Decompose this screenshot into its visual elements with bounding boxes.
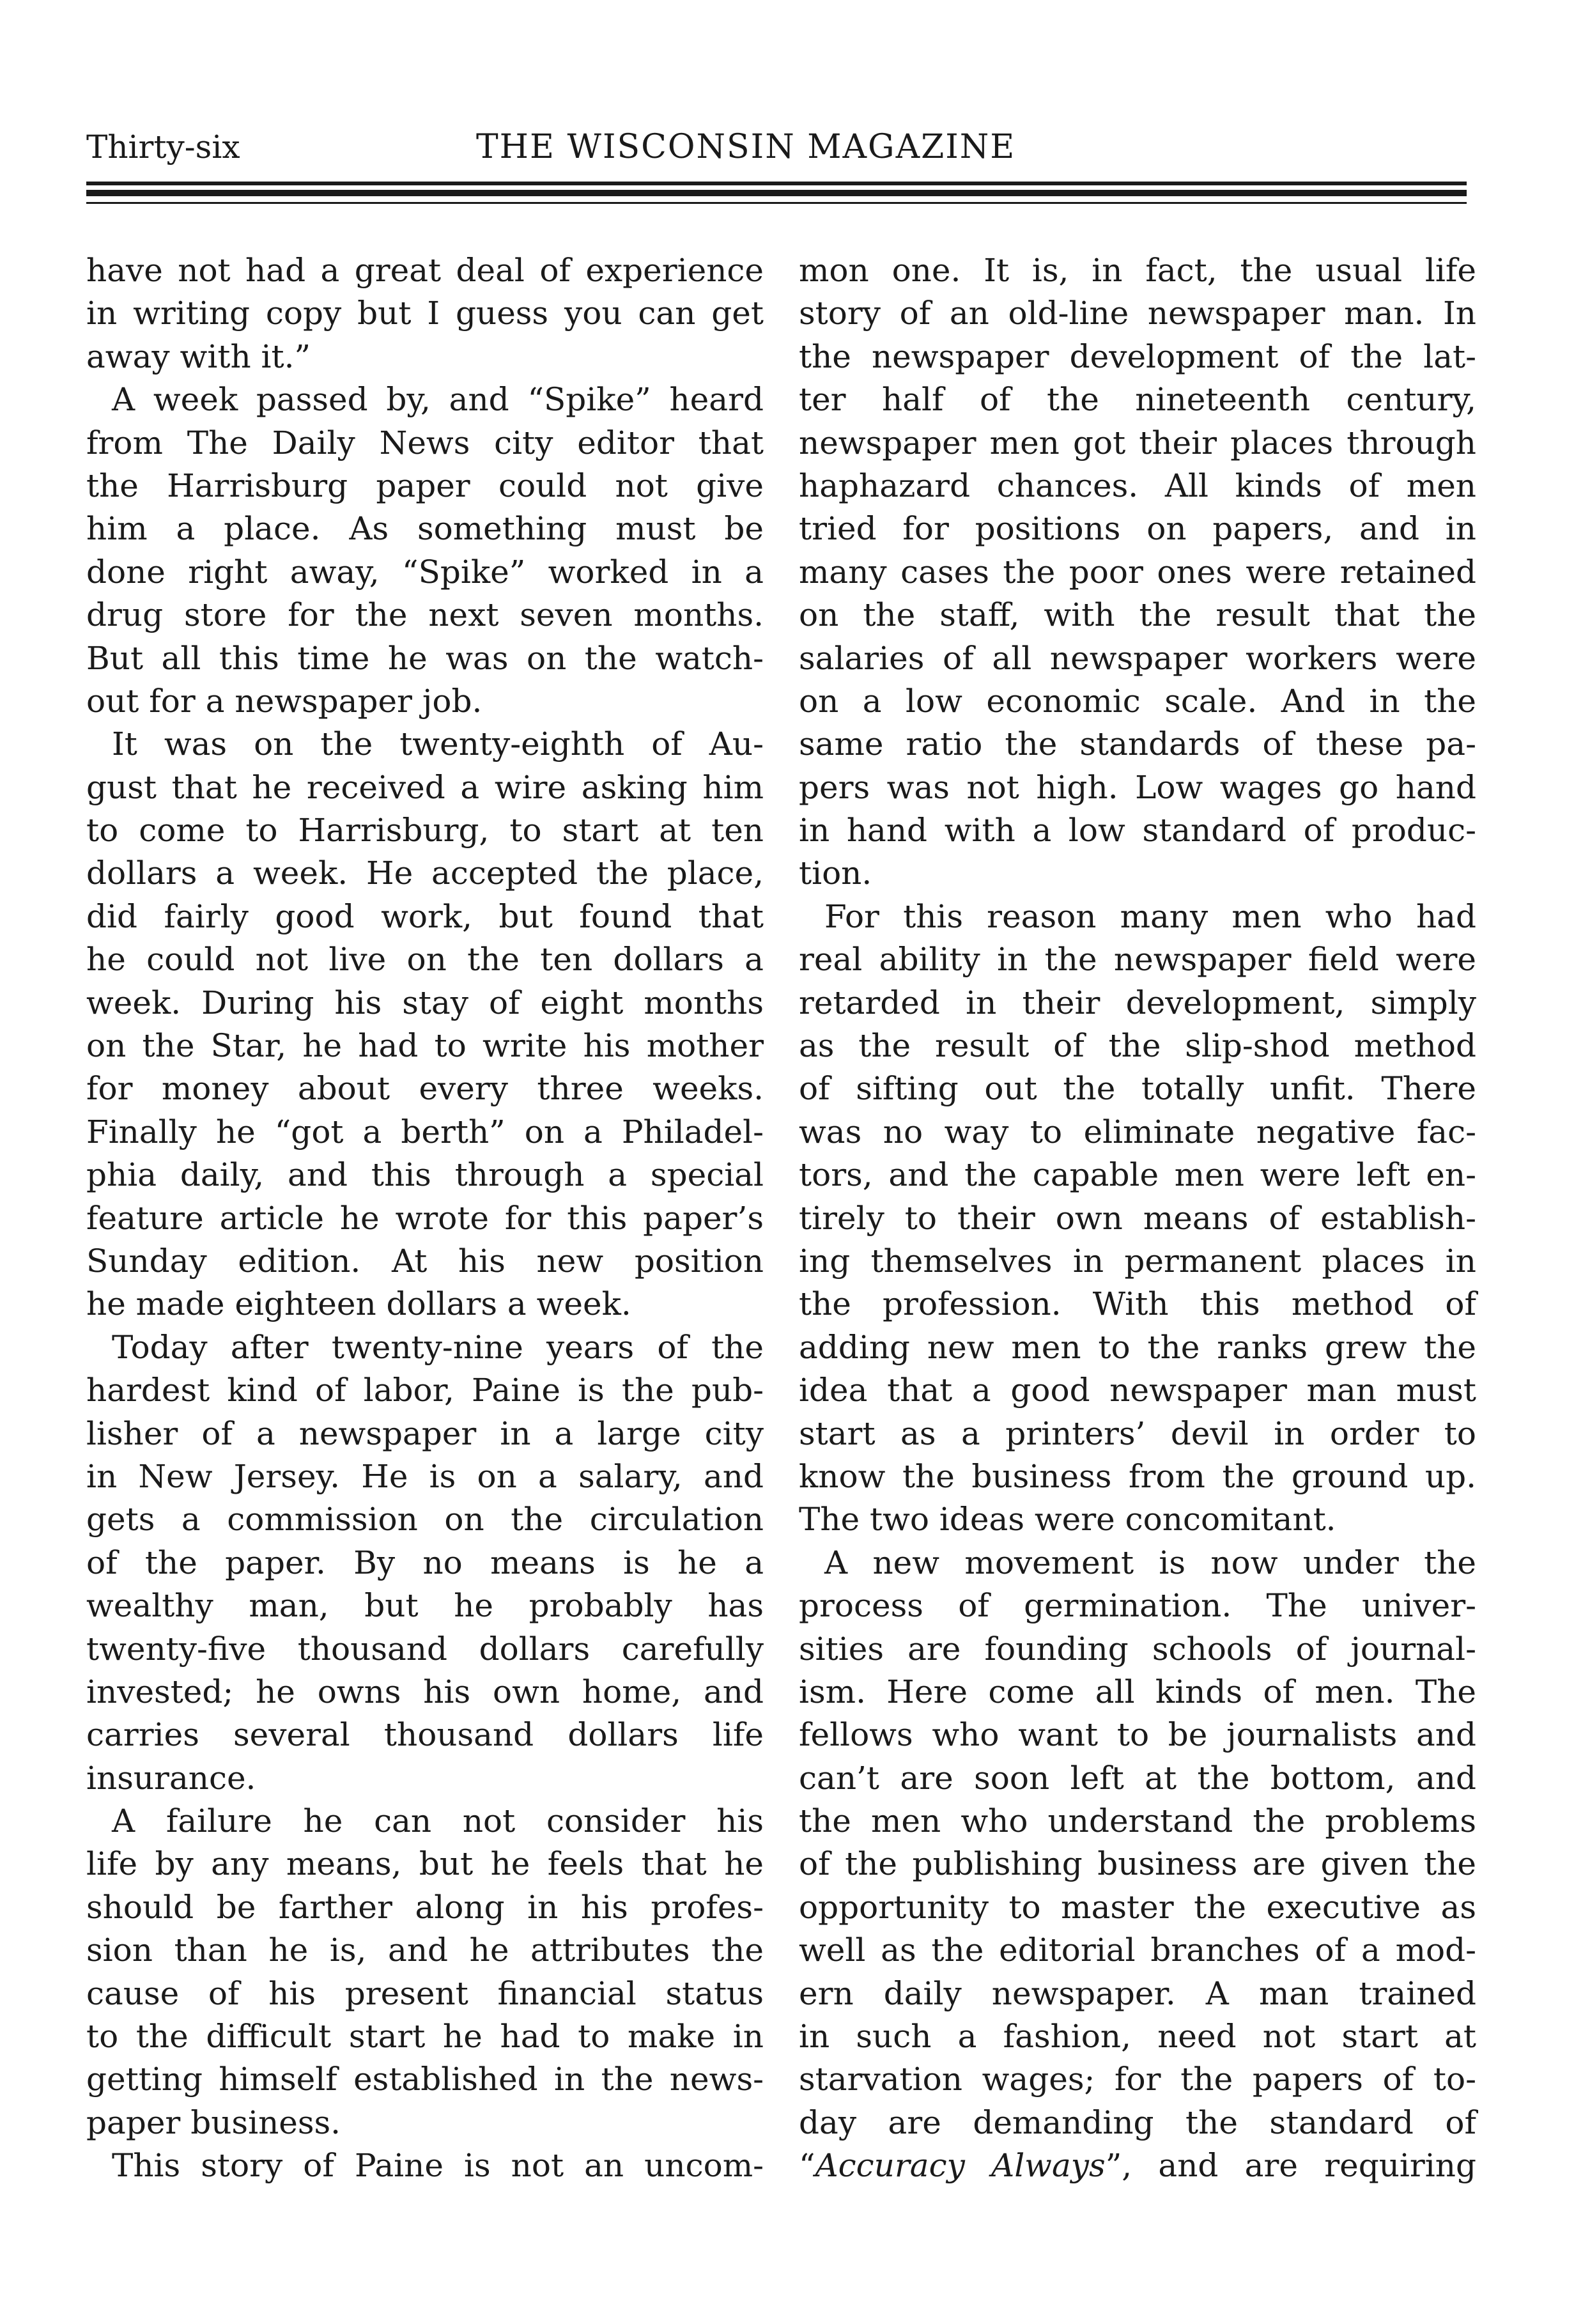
right-column-line: day are demanding the standard of: [799, 2103, 1476, 2141]
right-column: [799, 249, 1476, 2188]
left-column-line: A failure he can not consider his: [112, 1802, 764, 1840]
right-column-line: adding new men to the ranks grew the: [799, 1328, 1476, 1366]
left-column-line: away with it.”: [86, 337, 311, 375]
left-column-line: cause of his present financial status: [86, 1974, 764, 2012]
right-column-line: idea that a good newspaper man must: [799, 1372, 1476, 1409]
right-column-line: same ratio the standards of these pa-: [799, 725, 1476, 763]
left-column-line: feature article he wrote for this paper’s: [86, 1199, 764, 1237]
left-column-line: have not had a great deal of experience: [86, 252, 764, 289]
left-column-line: wealthy man, but he probably has: [86, 1587, 764, 1625]
left-column-line: invested; he owns his own home, and: [86, 1673, 764, 1710]
right-column-line: of the publishing business are given the: [799, 1845, 1476, 1883]
left-column-line: in New Jersey. He is on a salary, and: [86, 1457, 764, 1495]
right-column-line: starvation wages; for the papers of to-: [799, 2061, 1476, 2098]
right-column-line: “Accuracy Always”, and are requiring: [799, 2147, 1476, 2185]
left-column-line: the Harrisburg paper could not give: [86, 467, 764, 504]
left-column-line: gets a commission on the circulation: [86, 1501, 764, 1538]
left-column-line: in writing copy but I guess you can get: [86, 295, 764, 332]
page-header: [86, 121, 1467, 173]
right-column-line: many cases the poor ones were retained: [799, 553, 1476, 591]
right-column-line: ing themselves in permanent places in: [799, 1242, 1476, 1280]
left-column-line: This story of Paine is not an uncom-: [112, 2147, 764, 2185]
left-column-line: from The Daily News city editor that: [86, 424, 764, 461]
left-column-line: lisher of a newspaper in a large city: [86, 1414, 764, 1452]
header-rule-top: [86, 182, 1467, 185]
right-column-line: ter half of the nineteenth century,: [799, 381, 1476, 419]
left-column-line: he could not live on the ten dollars a: [86, 941, 764, 979]
left-column-line: paper business.: [86, 2103, 341, 2141]
left-column-line: phia daily, and this through a special: [86, 1156, 764, 1194]
right-column-line: haphazard chances. All kinds of men: [799, 467, 1476, 504]
left-column-line: carries several thousand dollars life: [86, 1716, 764, 1754]
right-column-line: start as a printers’ devil in order to: [799, 1414, 1476, 1452]
header-rule-middle: [86, 190, 1467, 196]
left-column-line: hardest kind of labor, Paine is the pub-: [86, 1372, 764, 1409]
left-column-line: did fairly good work, but found that: [86, 897, 764, 935]
right-column-line: tried for positions on papers, and in: [799, 510, 1476, 548]
left-column-line: life by any means, but he feels that he: [86, 1845, 764, 1883]
right-column-line: in hand with a low standard of produc-: [799, 812, 1476, 849]
header-rule-bottom: [86, 202, 1467, 204]
right-column-line: For this reason many men who had: [824, 897, 1476, 935]
right-column-line: was no way to eliminate negative fac-: [799, 1113, 1476, 1150]
right-column-line: opportunity to master the executive as: [799, 1888, 1476, 1926]
right-column-line: salaries of all newspaper workers were: [799, 639, 1476, 677]
left-column-line: getting himself established in the news-: [86, 2061, 764, 2098]
left-column-line: to come to Harrisburg, to start at ten: [86, 812, 764, 849]
right-column-line: well as the editorial branches of a mod-: [799, 1932, 1476, 1969]
left-column-line: out for a newspaper job.: [86, 682, 482, 720]
right-column-line: real ability in the newspaper field were: [799, 941, 1476, 979]
right-column-line: story of an old-line newspaper man. In: [799, 295, 1476, 332]
left-column-line: It was on the twenty-eighth of Au-: [112, 725, 764, 763]
right-column-line: know the business from the ground up.: [799, 1457, 1476, 1495]
right-column-line: the profession. With this method of: [799, 1285, 1476, 1323]
right-column-line: mon one. It is, in fact, the usual life: [799, 252, 1476, 289]
right-column-line: on a low economic scale. And in the: [799, 682, 1476, 720]
left-column-line: for money about every three weeks.: [86, 1070, 764, 1108]
left-column-line: he made eighteen dollars a week.: [86, 1285, 631, 1323]
left-column-line: done right away, “Spike” worked in a: [86, 553, 764, 591]
right-column-line: tors, and the capable men were left en-: [799, 1156, 1476, 1194]
right-column-line: in such a fashion, need not start at: [799, 2018, 1476, 2056]
right-column-line: sities are founding schools of journal-: [799, 1630, 1476, 1668]
right-column-line: ism. Here come all kinds of men. The: [799, 1673, 1476, 1710]
right-column-line: the men who understand the problems: [799, 1802, 1476, 1840]
magazine-title: THE WISCONSIN MAGAZINE: [476, 128, 1016, 166]
left-column-line: of the paper. By no means is he a: [86, 1544, 764, 1581]
right-column-line: on the staff, with the result that the: [799, 596, 1476, 634]
left-column-line: to the difficult start he had to make in: [86, 2018, 764, 2056]
left-column-line: on the Star, he had to write his mother: [86, 1027, 764, 1065]
right-column-line: tion.: [799, 855, 872, 892]
right-column-line: can’t are soon left at the bottom, and: [799, 1759, 1476, 1797]
left-column-line: sion than he is, and he attributes the: [86, 1932, 764, 1969]
left-column-line: Sunday edition. At his new position: [86, 1242, 764, 1280]
right-column-line: the newspaper development of the lat-: [799, 337, 1476, 375]
left-column-line: Today after twenty-nine years of the: [112, 1328, 764, 1366]
left-column-line: drug store for the next seven months.: [86, 596, 764, 634]
right-column-line: A new movement is now under the: [824, 1544, 1476, 1581]
left-column-line: insurance.: [86, 1759, 256, 1797]
right-column-line: pers was not high. Low wages go hand: [799, 768, 1476, 806]
left-column-line: gust that he received a wire asking him: [86, 768, 764, 806]
left-column-line: A week passed by, and “Spike” heard: [112, 381, 764, 419]
left-column-line: week. During his stay of eight months: [86, 984, 764, 1021]
right-column-line: as the result of the slip-shod method: [799, 1027, 1476, 1065]
right-column-line: tirely to their own means of establish-: [799, 1199, 1476, 1237]
right-column-line: of sifting out the totally unfit. There: [799, 1070, 1476, 1108]
right-column-line: The two ideas were concomitant.: [799, 1501, 1336, 1538]
right-column-line: fellows who want to be journalists and: [799, 1716, 1476, 1754]
left-column-line: him a place. As something must be: [86, 510, 764, 548]
right-column-line: process of germination. The univer-: [799, 1587, 1476, 1625]
left-column-line: But all this time he was on the watch-: [86, 639, 764, 677]
right-column-line: retarded in their development, simply: [799, 984, 1476, 1021]
left-column-line: should be farther along in his profes-: [86, 1888, 764, 1926]
left-column-line: Finally he “got a berth” on a Philadel-: [86, 1113, 764, 1150]
left-column: [86, 249, 764, 2188]
right-column-line: newspaper men got their places through: [799, 424, 1476, 461]
left-column-line: dollars a week. He accepted the place,: [86, 855, 764, 892]
left-column-line: twenty-five thousand dollars carefully: [86, 1630, 764, 1668]
page-number: Thirty-six: [86, 128, 240, 166]
right-column-line: ern daily newspaper. A man trained: [799, 1974, 1476, 2012]
